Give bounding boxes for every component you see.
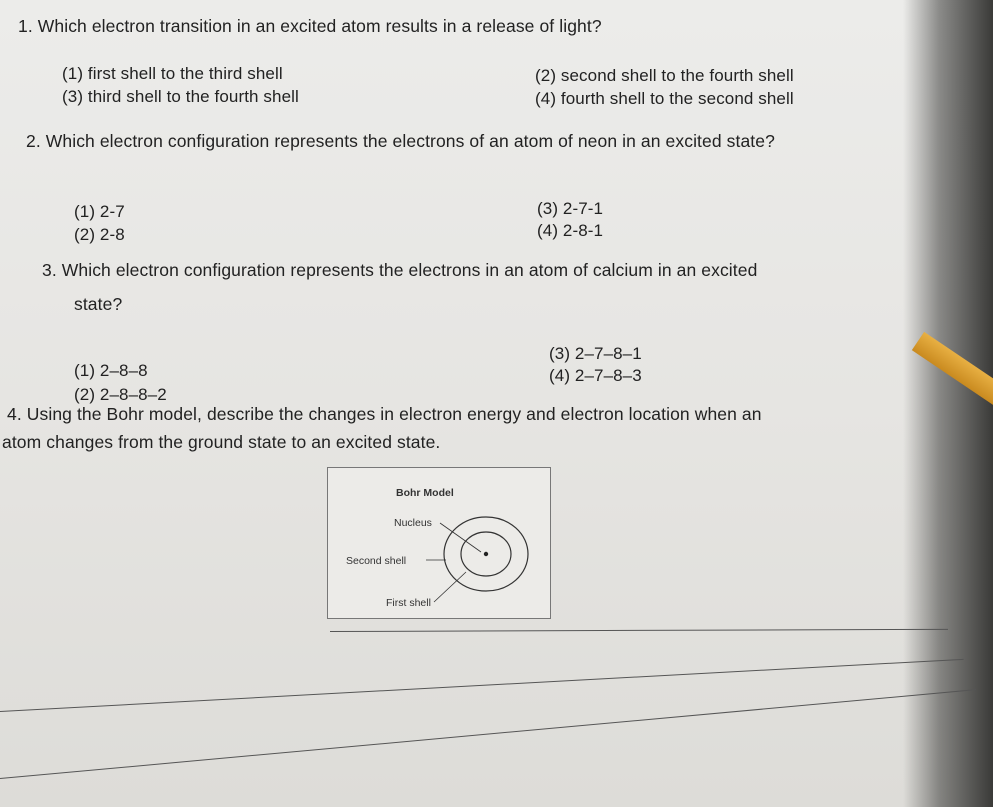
- question-3: 3. Which electron configuration represents the electrons in an atom of calcium in an excited: [42, 260, 758, 280]
- question-4: 4. Using the Bohr model, describe the changes in electron energy and electron location when an: [7, 404, 762, 424]
- q3-choice-4: (4) 2–7–8–3: [549, 366, 642, 385]
- q1-choice-3: (3) third shell to the fourth shell: [62, 87, 299, 106]
- page-edge-shadow: [903, 0, 993, 807]
- question-4-cont: atom changes from the ground state to an excited state.: [2, 432, 441, 452]
- q1-choice-4: (4) fourth shell to the second shell: [535, 89, 794, 108]
- bohr-model-diagram: [327, 467, 551, 619]
- q2-choice-2: (2) 2-8: [74, 225, 125, 244]
- nucleus-leader: [440, 523, 481, 552]
- q2-choice-4: (4) 2-8-1: [537, 221, 604, 240]
- diagram-title: Bohr Model: [396, 487, 454, 499]
- nucleus-dot: [484, 552, 488, 556]
- question-1: 1. Which electron transition in an excited atom results in a release of light?: [18, 16, 602, 36]
- q3-choice-2: (2) 2–8–8–2: [74, 385, 167, 404]
- q1-choice-1: (1) first shell to the third shell: [62, 64, 283, 83]
- nucleus-label: Nucleus: [394, 517, 432, 529]
- second-shell-label: Second shell: [346, 555, 407, 567]
- q3-choice-1: (1) 2–8–8: [74, 361, 148, 380]
- question-3-cont: state?: [74, 294, 123, 314]
- q2-choice-3: (3) 2-7-1: [537, 199, 604, 218]
- question-2: 2. Which electron configuration represents the electrons of an atom of neon in an excited state?: [26, 131, 775, 151]
- q3-choice-3: (3) 2–7–8–1: [549, 344, 642, 363]
- first-shell-label: First shell: [386, 597, 431, 609]
- q1-choice-2: (2) second shell to the fourth shell: [535, 66, 794, 85]
- first-shell-leader: [434, 572, 466, 602]
- q2-choice-1: (1) 2-7: [74, 202, 125, 221]
